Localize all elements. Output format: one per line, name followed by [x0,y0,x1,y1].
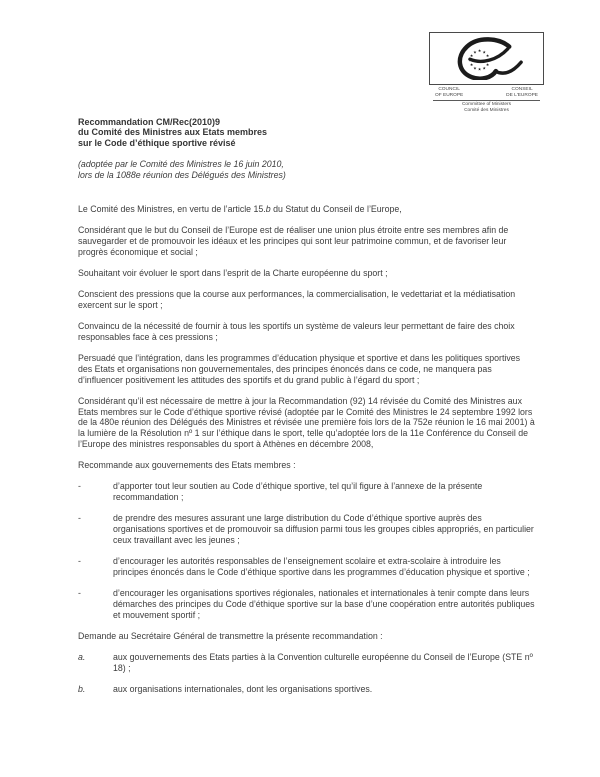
preamble-paragraph: Conscient des pressions que la course aux performances, la commercialisation, le vedettariat et la médiatisation exercent sur le sport ; [78,288,516,310]
logo-text-line: OF EUROPE [435,92,464,98]
preamble-paragraph: Considérant qu’il est nécessaire de mettre à jour la Recommandation (92) 14 révisée du Comité des Ministres aux Etats membres sur le Code d’éthique sportive révisé (adoptée par le Comité des Ministres le 24 septembre 1992 lors de la 480e réunion des Délégués des Ministres et révisée une première fois lors de la 752e réunion le 16 mai 2001) à la lumière de la Résolution nº 1 sur l’éthique dans le sport, telle qu’adoptée lors de la 11e Conférence du Conseil de l’Europe des ministres responsables du sport à Athènes en décembre 2008, [78,395,535,449]
adoption-note [78,159,536,181]
preamble-opening [78,204,536,215]
svg-text:★: ★ [469,52,473,58]
logo-text-line: CONSEIL [511,87,533,92]
list-text: d’encourager les autorités responsables de l’enseignement scolaire et extra-scolaire à introduire les principes énoncés dans le Code d’éthique sportive dans les programmes d’éducation physique et sportive ; [113,556,530,577]
transmission-intro: Demande au Secrétaire Général de transmettre la présente recommandation : [78,630,383,641]
list-marker: - [78,513,81,524]
transmission-item [78,652,536,674]
logo-divider [433,100,540,101]
logo-committee-fr: Comité des Ministres [464,107,509,113]
list-text: aux organisations internationales, dont les organisations sportives. [113,683,373,694]
list-marker: - [78,588,81,599]
svg-text:★: ★ [472,49,477,55]
council-of-europe-emblem [429,32,544,85]
recommendation-item [78,481,536,503]
preamble-paragraph: Considérant que le but du Conseil de l’Europe est de réaliser une union plus étroite entre ses membres afin de sauvegarder et de promouvoir les idéaux et les principes qui sont leur patrimoine commun, et de favoriser leur progrès économique et social ; [78,225,509,257]
list-text: aux gouvernements des Etats parties à la Convention culturelle européenne du Conseil de l’Europe (STE nº 18) ; [113,652,533,673]
adoption-note-line: (adoptée par le Comité des Ministres le 16 juin 2010, [78,159,284,170]
list-marker: b. [78,683,86,694]
logo-text-line: DE L'EUROPE [506,92,538,98]
svg-text:★: ★ [477,66,481,72]
stylized-e-icon [448,37,526,80]
list-marker: - [78,556,81,567]
title-line: du Comité des Ministres aux Etats membres [78,127,268,138]
recommendation-item [78,513,536,545]
svg-text:★: ★ [477,48,481,54]
logo-text-line: COUNCIL [438,87,460,92]
logo-committee-en: Committee of Ministers [461,102,512,108]
logo-caption-council-en [435,87,463,98]
list-marker: a. [78,652,86,662]
adoption-note-line: lors de la 1088e réunion des Délégués des Ministres) [78,170,286,181]
svg-text:★: ★ [485,52,489,58]
svg-text:★: ★ [485,62,489,68]
document-title [78,117,536,148]
council-of-europe-logo [429,32,544,113]
svg-text:★: ★ [486,57,491,63]
logo-caption-conseil-fr [506,87,538,98]
transmission-item [78,684,536,695]
list-text: de prendre des mesures assurant une large distribution du Code d’éthique sportive auprès des organisations sportives et de promouvoir sa diffusion parmi tous les groupes cibles appropriés, en particulier ceux travaillant avec les jeunes ; [113,513,534,545]
preamble-paragraph: Souhaitant voir évoluer le sport dans l’esprit de la Charte européenne du sport ; [78,267,388,278]
document-body [78,117,536,705]
preamble-opening-article-letter: b [265,203,271,214]
recommendation-item [78,556,536,578]
preamble-paragraph: Convaincu de la nécessité de fournir à tous les sportifs un système de valeurs leur permettant de faire des choix responsables face à ces pressions ; [78,320,515,342]
svg-text:★: ★ [481,65,486,71]
list-text: d’encourager les organisations sportives régionales, nationales et internationales à tenir compte dans leurs démarches des principes du Code d’éthique sportive sur la base d’une coopération entre autorités publiques et mouvement sportif ; [113,588,535,620]
svg-text:★: ★ [467,57,472,63]
svg-text:★: ★ [481,49,486,55]
title-line: Recommandation CM/Rec(2010)9 [78,117,221,127]
recommendations-intro: Recommande aux gouvernements des Etats membres : [78,460,296,471]
logo-caption [429,87,544,113]
preamble-opening-pre: Le Comité des Ministres, en vertu de l’article 15. [78,203,266,214]
list-marker: - [78,481,81,492]
preamble-opening-post: du Statut du Conseil de l’Europe, [270,203,402,214]
preamble-paragraph: Persuadé que l’intégration, dans les programmes d’éducation physique et sportive et dans les politiques sportives des Etats et organisations non gouvernementales, des principes énoncés dans ce code, ne manquera pas d’influencer positivement les attitudes des sportifs et du grand public à l’égard du sport ; [78,352,521,385]
svg-text:★: ★ [469,62,473,68]
title-line: sur le Code d’éthique sportive révisé [78,137,236,148]
list-text: d’apporter tout leur soutien au Code d’éthique sportive, tel qu’il figure à l’annexe de la présente recommandation ; [113,481,483,503]
recommendation-item [78,588,536,620]
svg-text:★: ★ [472,65,477,71]
